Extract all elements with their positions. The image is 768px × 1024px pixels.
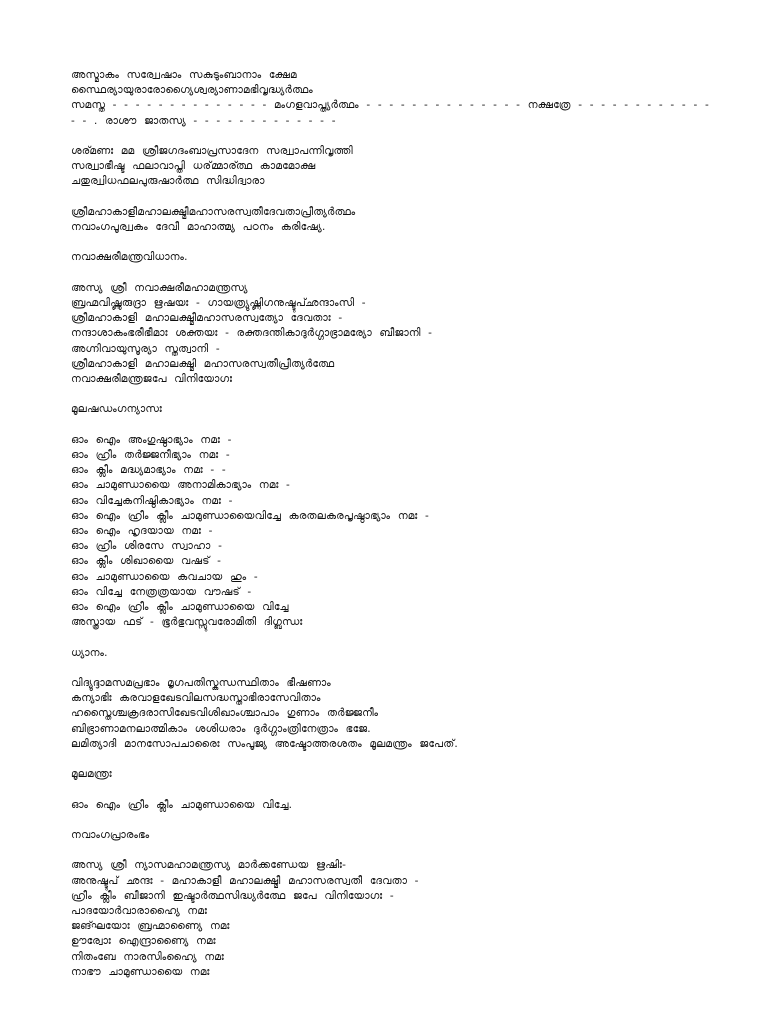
navakshari-line: ശ്രീമഹാകാളി മഹാലക്ഷ്മീമഹാസരസ്വത്യോ ദേവതാഃ - bbox=[71, 312, 343, 325]
spacer bbox=[71, 418, 711, 433]
sankalpam-line: സ്ഥൈര്യായുരാരോഗ്യൈശ്വര്യാണാമഭിവൃദ്ധ്യര്‍ത്ഥം bbox=[71, 84, 313, 97]
dhyana-line: കന്യാഭിഃ കരവാളഖേടവിലസദ്ധസ്താഭിരാസേവിതാം bbox=[71, 692, 321, 705]
nyasa-line: ഓം ചാമുണ്ഡായൈ കവചായ ഹും - bbox=[71, 570, 258, 583]
navakshari-line: അഗ്നിവായുസൂര്യാ സ്തത്വാനി - bbox=[71, 342, 220, 355]
spacer bbox=[71, 782, 711, 797]
navakshari-line: നന്ദാശാകംഭരീഭീമാഃ ശക്തയഃ - രക്തദന്തികാദുര്‍ഗ്ഗാഭ്രാമര്യോ ബീജാനി - bbox=[71, 327, 433, 340]
navakshari-line: അസ്യ ശ്രീ നവാക്ഷരീമഹാമന്ത്രസ്യ bbox=[71, 281, 248, 294]
nyasa-line: ഓം ക്ലീം മദ്ധ്യമാഭ്യാം നമഃ - - bbox=[71, 464, 226, 477]
moola-mantra: ഓം ഐം ഹ്രീം ക്ലീം ചാമുണ്ഡായൈ വിച്ചേ. bbox=[71, 798, 293, 811]
navakshari-line: നവാക്ഷരീമന്ത്രജപേ വിനിയോഗഃ bbox=[71, 373, 233, 385]
nyasa-line: ഓം ക്ലീം ശിഖായൈ വഷട് - bbox=[71, 555, 222, 568]
nyasa-line: ഓം ചാമുണ്ഡായൈ അനാമികാഭ്യാം നമഃ - bbox=[71, 479, 291, 492]
sankalpam-line bbox=[71, 129, 711, 144]
spacer bbox=[71, 630, 711, 645]
sankalpam-line bbox=[71, 190, 711, 205]
navakshari-line: ബ്രഹ്മവിഷ്ണുരുദ്രാ ഋഷയഃ - ഗായത്ര്യുഷ്ണിഗനുഷ്ടുപ്ഛന്ദാംസി - bbox=[71, 296, 366, 309]
dhyana-line: ലമിത്യാദി മാനസോപചാരൈഃ സംപൂജ്യ അഷ്ടോത്തരശതം മൂലമന്ത്രം ജപേത്. bbox=[71, 737, 458, 750]
nyasa-line: ഓം ഐം ഹൃദയായ നമഃ - bbox=[71, 525, 213, 537]
nyasa-line: ഓം ഐം ഹ്രീം ക്ലീം ചാമുണ്ഡായൈ വിച്ചേ bbox=[71, 601, 289, 614]
nyasa-line: ഓം വിച്ചേ നേത്രത്രയായ വൗഷട് - bbox=[71, 585, 252, 598]
spacer bbox=[71, 661, 711, 676]
navanga-line: നാഭൗ ചാമുണ്ഡായൈ നമഃ bbox=[71, 965, 210, 978]
navanga-line: ഊര്വോഃ ഐന്ദ്രാണ്യൈ നമഃ bbox=[71, 935, 216, 948]
sankalpam-line: അസ്മാകം സര്വ്വേഷാം സകുടുംബാനാം ക്ഷേമ bbox=[71, 69, 297, 81]
navanga-line: ജങ്ഘയോഃ ബ്രഹ്മാണ്യൈ നമഃ bbox=[71, 920, 230, 933]
sankalpam-line: സമസ്ത - - - - - - - - - - - - - - മംഗളവാപ്ത്യര്‍ത്ഥം - - - - - - - - - - - - - - നക്ഷത്രേ - - - - - - - - - - - - - - . രാശൗ ജാതസ്യ - - - - - - - - - - - - - bbox=[71, 99, 709, 127]
nyasa-line: ഓം ഹ്രീം തര്‍ജ്ജനീഭ്യാം നമഃ - bbox=[71, 448, 230, 461]
nyasa-line: ഓം ഐം ഹ്രീം ക്ലീം ചാമുണ്ഡായൈവിച്ചേ കരതലകരപൃഷ്ഠാഭ്യാം നമഃ - bbox=[71, 509, 429, 522]
spacer bbox=[71, 843, 711, 858]
nyasa-line: അസ്ത്രായ ഫട് - ഭൂര്‍ഭുവസ്സുവരോമിതി ദിഗ്ബന്ധഃ bbox=[71, 616, 303, 629]
navanga-line: അസ്യ ശ്രീ ന്യാസമഹാമന്ത്രസ്യ മാര്‍ക്കണ്ഡേയ ഋഷിഃ- bbox=[71, 859, 347, 872]
dhyana-heading: ധ്യാനം. bbox=[71, 646, 108, 659]
nyasa-heading: മൂലഷഡംഗന്യാസഃ bbox=[71, 403, 162, 416]
navakshari-heading: നവാക്ഷരീമന്ത്രവിധാനം. bbox=[71, 251, 188, 264]
spacer bbox=[71, 266, 711, 281]
sankalpam-line: നവാംഗപൂര്വ്വകം ദേവീ മാഹാത്മ്യ പഠനം കരിഷ്യേ. bbox=[71, 221, 326, 233]
navanga-line: നിതംബേ നാരസിംഹ്യൈ നമഃ bbox=[71, 950, 224, 963]
spacer bbox=[71, 387, 711, 402]
sankalpam-line: ചതുര്വ്വിധഫലപുരുഷാര്‍ത്ഥ സിദ്ധിദ്വാരാ bbox=[71, 175, 265, 188]
nyasa-line: ഓം ഐം അംഗുഷ്ഠാഭ്യാം നമഃ - bbox=[71, 433, 232, 446]
navanga-heading: നവാംഗപ്രാരംഭം bbox=[71, 828, 150, 841]
nyasa-line: ഓം വിച്ചേകനിഷ്ഠികാഭ്യാം നമഃ - bbox=[71, 494, 233, 507]
document-body bbox=[71, 68, 711, 980]
sankalpam-line: ശ്രീമഹാകാളീമഹാലക്ഷ്മീമഹാസരസ്വതീദേവതാപ്രീത്യര്‍ത്ഥം bbox=[71, 205, 356, 218]
dhyana-line: ബിഭ്രാണാമനലാത്മികാം ശശിധരാം ദുര്‍ഗ്ഗാംത്രിനേത്രാം ഭജേ. bbox=[71, 722, 371, 735]
sankalpam-line: സര്വ്വാഭീഷ്ട ഫലാവാപ്തി ധര്മ്മാര്ത്ഥ കാമമോക്ഷ bbox=[71, 160, 316, 173]
navanga-line: അനുഷ്ടുപ് ഛന്ദഃ - മഹാകാളീ മഹാലക്ഷ്മീ മഹാസരസ്വതീ ദേവതാ - bbox=[71, 874, 419, 887]
spacer bbox=[71, 752, 711, 767]
moola-heading: മൂലമന്ത്രഃ bbox=[71, 768, 112, 781]
sankalpam-line: ശര്മണഃ മമ ശ്രീജഗദംബാപ്രസാദേന സര്വ്വാപന്നിവൃത്തി bbox=[71, 145, 353, 157]
spacer bbox=[71, 235, 711, 250]
dhyana-line: ഹസ്തൈശ്ചക്രദരാസിഖേടവിശിഖാംശ്ചാപാം ഗുണാം തര്‍ജ്ജനീം bbox=[71, 707, 379, 720]
spacer bbox=[71, 813, 711, 828]
nyasa-line: ഓം ഹ്രീം ശിരസേ സ്വാഹാ - bbox=[71, 540, 223, 553]
dhyana-line: വിദ്യുദ്ദാമസമപ്രഭാം മൃഗപതിസ്കന്ധസ്ഥിതാം ഭീഷണാം bbox=[71, 677, 331, 689]
navakshari-line: ശ്രീമഹാകാളി മഹാലക്ഷ്മി മഹാസരസ്വതീപ്രീത്യര്‍ത്ഥേ bbox=[71, 357, 335, 370]
navanga-line: പാദയോര്‍വാരാഹ്യൈ നമഃ bbox=[71, 904, 208, 917]
navanga-line: ഹ്രീം ക്ലീം ബീജാനി ഇഷ്ടാര്‍ത്ഥസിദ്ധ്യര്‍ത്ഥേ ജപേ വിനിയോഗഃ - bbox=[71, 889, 394, 902]
